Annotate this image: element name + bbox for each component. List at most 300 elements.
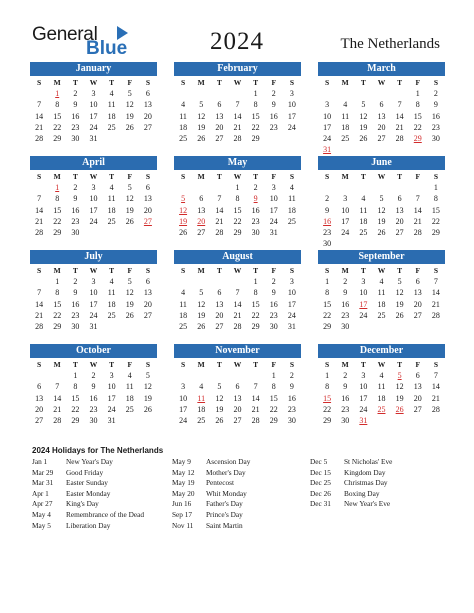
day-cell: 5: [145, 371, 150, 381]
empty-day-cell: [48, 370, 66, 381]
holiday-date: Dec 5: [310, 457, 328, 466]
day-cell: 24: [107, 404, 116, 414]
day-cell: 29: [71, 415, 80, 425]
day-cell: 6: [37, 382, 42, 392]
day-cell: 17: [269, 205, 278, 215]
day-cell: 4: [379, 371, 384, 381]
day-cell: 6: [145, 183, 150, 193]
day-cell: 10: [89, 288, 98, 298]
day-cell: 16: [251, 205, 260, 215]
holiday-row: [310, 457, 392, 468]
weekday-label: T: [253, 266, 259, 275]
weekday-label: T: [216, 360, 222, 369]
day-cell: 13: [35, 393, 44, 403]
day-cell: 25: [341, 133, 350, 143]
day-cell: 6: [379, 100, 384, 110]
day-cell: 22: [233, 216, 242, 226]
empty-day-cell: [210, 88, 228, 99]
day-cell: 28: [35, 227, 44, 237]
weekday-label: T: [109, 266, 115, 275]
day-cell: 10: [269, 194, 278, 204]
day-cell: 14: [233, 111, 242, 121]
day-cell: 24: [89, 216, 98, 226]
day-cell: 2: [289, 371, 294, 381]
day-cell: 27: [215, 133, 224, 143]
day-cell: 11: [288, 194, 296, 204]
day-cell: 10: [89, 100, 98, 110]
holiday-row: [172, 510, 250, 521]
day-cell: 31: [323, 145, 332, 155]
holiday-row: [310, 499, 392, 510]
weekday-label: F: [415, 360, 421, 369]
month-days-grid: [30, 77, 157, 144]
day-cell: 17: [287, 111, 296, 121]
weekday-label: M: [197, 360, 205, 369]
month-june: [318, 156, 445, 249]
day-cell: 7: [235, 100, 240, 110]
weekday-label: W: [377, 172, 386, 181]
day-cell: 7: [253, 382, 258, 392]
day-cell: 12: [215, 393, 224, 403]
day-cell: 28: [431, 310, 440, 320]
day-cell: 13: [215, 111, 224, 121]
day-cell: 10: [107, 382, 116, 392]
weekday-label: M: [197, 172, 205, 181]
day-cell: 17: [341, 216, 350, 226]
day-cell: 24: [287, 310, 296, 320]
holiday-row: [310, 468, 392, 479]
day-cell: 18: [179, 122, 188, 132]
day-cell: 13: [395, 205, 404, 215]
day-cell: 2: [253, 183, 258, 193]
weekday-label: S: [145, 78, 150, 87]
empty-day-cell: [354, 182, 372, 193]
day-cell: 4: [199, 382, 204, 392]
day-cell: 28: [53, 415, 62, 425]
day-cell: 7: [217, 194, 222, 204]
day-cell: 9: [73, 288, 78, 298]
day-cell: 4: [343, 100, 348, 110]
day-cell: 11: [377, 288, 386, 298]
day-cell: 25: [359, 227, 368, 237]
day-cell: 3: [181, 382, 186, 392]
holiday-date: May 12: [172, 467, 195, 477]
day-cell: 8: [73, 382, 78, 392]
day-cell: 20: [143, 111, 152, 121]
weekday-label: S: [324, 78, 330, 87]
day-cell: 21: [233, 310, 242, 320]
month-days-grid: [30, 265, 157, 332]
empty-day-cell: [336, 182, 354, 193]
day-cell: 7: [235, 288, 240, 298]
day-cell: 30: [71, 227, 80, 237]
day-cell: 16: [269, 299, 278, 309]
day-cell: 24: [89, 122, 98, 132]
day-cell: 15: [323, 393, 332, 403]
day-cell: 5: [361, 100, 366, 110]
weekday-label: M: [197, 266, 205, 275]
day-cell: 9: [343, 382, 348, 392]
day-cell: 20: [233, 404, 242, 414]
day-cell: 22: [323, 310, 332, 320]
month-may: [174, 156, 301, 238]
day-cell: 16: [71, 205, 80, 215]
day-cell: 20: [377, 122, 386, 132]
weekday-label: F: [271, 78, 277, 87]
day-cell: 21: [215, 216, 224, 226]
day-cell: 20: [395, 216, 404, 226]
weekday-label: T: [72, 78, 78, 87]
empty-day-cell: [210, 276, 228, 287]
holiday-row: [32, 521, 144, 532]
empty-day-cell: [228, 276, 246, 287]
day-cell: 18: [377, 393, 386, 403]
holidays-title: 2024 Holidays for The Netherlands: [32, 446, 164, 455]
day-cell: 23: [71, 310, 80, 320]
day-cell: 26: [377, 227, 386, 237]
day-cell: 21: [35, 122, 44, 132]
day-cell: 22: [53, 216, 62, 226]
day-cell: 20: [413, 393, 422, 403]
holiday-row: [172, 499, 250, 510]
day-cell: 1: [433, 183, 438, 193]
day-cell: 22: [413, 122, 422, 132]
day-cell: 14: [35, 299, 44, 309]
holiday-row: [32, 489, 144, 500]
holiday-row: [172, 489, 250, 500]
day-cell: 1: [55, 89, 60, 99]
holiday-date: Dec 15: [310, 467, 331, 477]
day-cell: 23: [71, 216, 80, 226]
day-cell: 16: [287, 393, 296, 403]
weekday-label: T: [360, 360, 366, 369]
holiday-name: Kingdom Day: [344, 467, 386, 477]
day-cell: 26: [395, 404, 404, 414]
holiday-date: Dec 26: [310, 488, 331, 498]
empty-day-cell: [409, 182, 427, 193]
month-header: March: [318, 62, 445, 76]
day-cell: 3: [289, 89, 294, 99]
day-cell: 19: [125, 111, 134, 121]
day-cell: 20: [143, 205, 152, 215]
day-cell: 27: [143, 310, 152, 320]
day-cell: 3: [91, 183, 96, 193]
holiday-name: Prince's Day: [206, 509, 243, 519]
weekday-label: T: [253, 172, 259, 181]
day-cell: 8: [433, 194, 438, 204]
empty-day-cell: [372, 88, 390, 99]
day-cell: 16: [323, 216, 332, 226]
day-cell: 23: [341, 310, 350, 320]
empty-day-cell: [192, 370, 210, 381]
day-cell: 5: [127, 183, 132, 193]
day-cell: 1: [253, 277, 258, 287]
day-cell: 14: [35, 111, 44, 121]
day-cell: 31: [269, 227, 278, 237]
day-cell: 19: [125, 205, 134, 215]
day-cell: 27: [413, 310, 422, 320]
weekday-label: T: [216, 78, 222, 87]
day-cell: 30: [431, 133, 440, 143]
day-cell: 26: [125, 216, 134, 226]
weekday-label: M: [341, 266, 349, 275]
day-cell: 11: [125, 382, 134, 392]
day-cell: 20: [35, 404, 44, 414]
day-cell: 2: [73, 89, 78, 99]
empty-day-cell: [30, 182, 48, 193]
empty-day-cell: [247, 370, 265, 381]
day-cell: 31: [89, 321, 98, 331]
weekday-label: T: [72, 360, 78, 369]
day-cell: 3: [343, 194, 348, 204]
day-cell: 25: [107, 216, 116, 226]
empty-day-cell: [372, 182, 390, 193]
day-cell: 17: [107, 393, 116, 403]
day-cell: 11: [107, 194, 116, 204]
empty-day-cell: [174, 182, 192, 193]
day-cell: 16: [89, 393, 98, 403]
day-cell: 29: [323, 321, 332, 331]
month-august: [174, 250, 301, 332]
day-cell: 27: [233, 415, 242, 425]
day-cell: 30: [269, 321, 278, 331]
empty-day-cell: [210, 370, 228, 381]
day-cell: 17: [179, 404, 188, 414]
day-cell: 7: [37, 100, 42, 110]
weekday-label: M: [341, 360, 349, 369]
empty-day-cell: [30, 370, 48, 381]
day-cell: 23: [341, 404, 350, 414]
day-cell: 19: [377, 216, 386, 226]
holiday-row: [310, 489, 392, 500]
day-cell: 14: [431, 382, 440, 392]
day-cell: 25: [179, 133, 188, 143]
day-cell: 10: [323, 111, 332, 121]
day-cell: 17: [359, 299, 368, 309]
day-cell: 15: [251, 299, 260, 309]
logo-blue-text: Blue: [86, 38, 128, 59]
holiday-row: [172, 457, 250, 468]
day-cell: 28: [251, 415, 260, 425]
weekday-label: S: [36, 78, 42, 87]
day-cell: 11: [341, 111, 350, 121]
weekday-label: S: [289, 172, 294, 181]
holiday-row: [32, 499, 144, 510]
day-cell: 23: [269, 122, 278, 132]
day-cell: 13: [215, 299, 224, 309]
day-cell: 18: [341, 122, 350, 132]
weekday-label: W: [89, 78, 98, 87]
day-cell: 28: [215, 227, 224, 237]
day-cell: 1: [55, 183, 60, 193]
day-cell: 24: [269, 216, 278, 226]
day-cell: 25: [377, 310, 386, 320]
weekday-label: S: [324, 172, 330, 181]
day-cell: 27: [143, 216, 152, 226]
month-days-grid: [30, 359, 157, 426]
weekday-label: S: [145, 172, 150, 181]
weekday-label: W: [89, 172, 98, 181]
holiday-row: [32, 468, 144, 479]
month-days-grid: [174, 171, 301, 238]
day-cell: 26: [179, 227, 188, 237]
weekday-label: F: [415, 172, 421, 181]
holiday-date: Dec 25: [310, 478, 331, 488]
day-cell: 28: [395, 133, 404, 143]
day-cell: 1: [415, 89, 420, 99]
day-cell: 8: [271, 382, 276, 392]
day-cell: 29: [251, 321, 260, 331]
empty-day-cell: [228, 88, 246, 99]
empty-day-cell: [192, 182, 210, 193]
holiday-date: Nov 11: [172, 520, 194, 530]
weekday-label: W: [233, 360, 242, 369]
holiday-name: St Nicholas' Eve: [344, 457, 393, 466]
holiday-date: Jun 16: [172, 499, 192, 509]
empty-day-cell: [354, 88, 372, 99]
day-cell: 24: [89, 310, 98, 320]
day-cell: 17: [359, 393, 368, 403]
day-cell: 30: [341, 321, 350, 331]
weekday-label: S: [433, 78, 438, 87]
empty-day-cell: [174, 88, 192, 99]
month-header: May: [174, 156, 301, 170]
month-days-grid: [318, 359, 445, 426]
day-cell: 31: [89, 133, 98, 143]
day-cell: 14: [53, 393, 62, 403]
day-cell: 18: [107, 205, 116, 215]
day-cell: 3: [91, 277, 96, 287]
day-cell: 4: [109, 277, 114, 287]
holiday-name: Boxing Day: [344, 488, 380, 498]
day-cell: 2: [91, 371, 96, 381]
holiday-date: May 5: [32, 520, 51, 530]
month-november: [174, 344, 301, 426]
holiday-date: Apr 1: [32, 488, 49, 498]
day-cell: 11: [359, 205, 368, 215]
day-cell: 23: [287, 404, 296, 414]
day-cell: 7: [55, 382, 60, 392]
day-cell: 23: [323, 227, 332, 237]
day-cell: 19: [395, 299, 404, 309]
day-cell: 17: [89, 111, 98, 121]
day-cell: 25: [107, 310, 116, 320]
day-cell: 5: [127, 89, 132, 99]
holiday-date: May 4: [32, 509, 51, 519]
day-cell: 11: [197, 393, 206, 403]
day-cell: 26: [359, 133, 368, 143]
weekday-label: S: [145, 266, 150, 275]
day-cell: 15: [53, 205, 62, 215]
day-cell: 12: [395, 382, 404, 392]
month-april: [30, 156, 157, 238]
holiday-date: May 20: [172, 488, 195, 498]
weekday-label: M: [341, 78, 349, 87]
day-cell: 4: [379, 277, 384, 287]
day-cell: 8: [253, 100, 258, 110]
holiday-column: [32, 457, 144, 531]
day-cell: 15: [71, 393, 80, 403]
day-cell: 14: [35, 205, 44, 215]
month-header: November: [174, 344, 301, 358]
day-cell: 25: [287, 216, 296, 226]
month-header: December: [318, 344, 445, 358]
day-cell: 4: [181, 100, 186, 110]
weekday-label: T: [397, 360, 403, 369]
month-october: [30, 344, 157, 426]
holiday-column: [310, 457, 392, 510]
day-cell: 2: [325, 194, 330, 204]
day-cell: 6: [199, 194, 204, 204]
day-cell: 9: [289, 382, 294, 392]
day-cell: 19: [179, 216, 188, 226]
day-cell: 29: [53, 133, 62, 143]
day-cell: 20: [215, 310, 224, 320]
day-cell: 9: [91, 382, 96, 392]
day-cell: 30: [287, 415, 296, 425]
day-cell: 24: [323, 133, 332, 143]
month-march: [318, 62, 445, 155]
day-cell: 30: [323, 239, 332, 249]
day-cell: 9: [73, 194, 78, 204]
day-cell: 20: [413, 299, 422, 309]
day-cell: 4: [127, 371, 132, 381]
day-cell: 28: [35, 321, 44, 331]
day-cell: 14: [215, 205, 224, 215]
day-cell: 4: [109, 89, 114, 99]
weekday-label: T: [109, 360, 115, 369]
weekday-label: M: [53, 360, 61, 369]
day-cell: 11: [179, 111, 187, 121]
holiday-column: [172, 457, 250, 531]
day-cell: 14: [251, 393, 260, 403]
weekday-label: T: [397, 172, 403, 181]
day-cell: 18: [287, 205, 296, 215]
day-cell: 7: [415, 194, 420, 204]
day-cell: 7: [397, 100, 402, 110]
day-cell: 13: [143, 194, 152, 204]
day-cell: 5: [397, 371, 402, 381]
day-cell: 11: [107, 288, 116, 298]
holiday-name: Easter Sunday: [66, 478, 108, 488]
weekday-label: S: [180, 172, 186, 181]
day-cell: 9: [343, 288, 348, 298]
day-cell: 24: [287, 122, 296, 132]
day-cell: 7: [433, 277, 438, 287]
empty-day-cell: [318, 88, 336, 99]
day-cell: 15: [53, 111, 62, 121]
day-cell: 22: [53, 122, 62, 132]
day-cell: 2: [73, 183, 78, 193]
logo-general-text: General: [32, 24, 98, 45]
day-cell: 11: [377, 382, 386, 392]
day-cell: 10: [179, 393, 188, 403]
holiday-date: Sep 17: [172, 509, 193, 519]
weekday-label: S: [36, 172, 42, 181]
empty-day-cell: [192, 276, 210, 287]
day-cell: 23: [71, 122, 80, 132]
day-cell: 1: [55, 277, 60, 287]
day-cell: 14: [233, 299, 242, 309]
holiday-row: [172, 478, 250, 489]
empty-day-cell: [210, 182, 228, 193]
day-cell: 15: [269, 393, 278, 403]
holiday-name: Easter Monday: [66, 488, 111, 498]
weekday-label: W: [233, 78, 242, 87]
month-days-grid: [174, 77, 301, 144]
day-cell: 6: [415, 277, 420, 287]
month-days-grid: [174, 359, 301, 426]
